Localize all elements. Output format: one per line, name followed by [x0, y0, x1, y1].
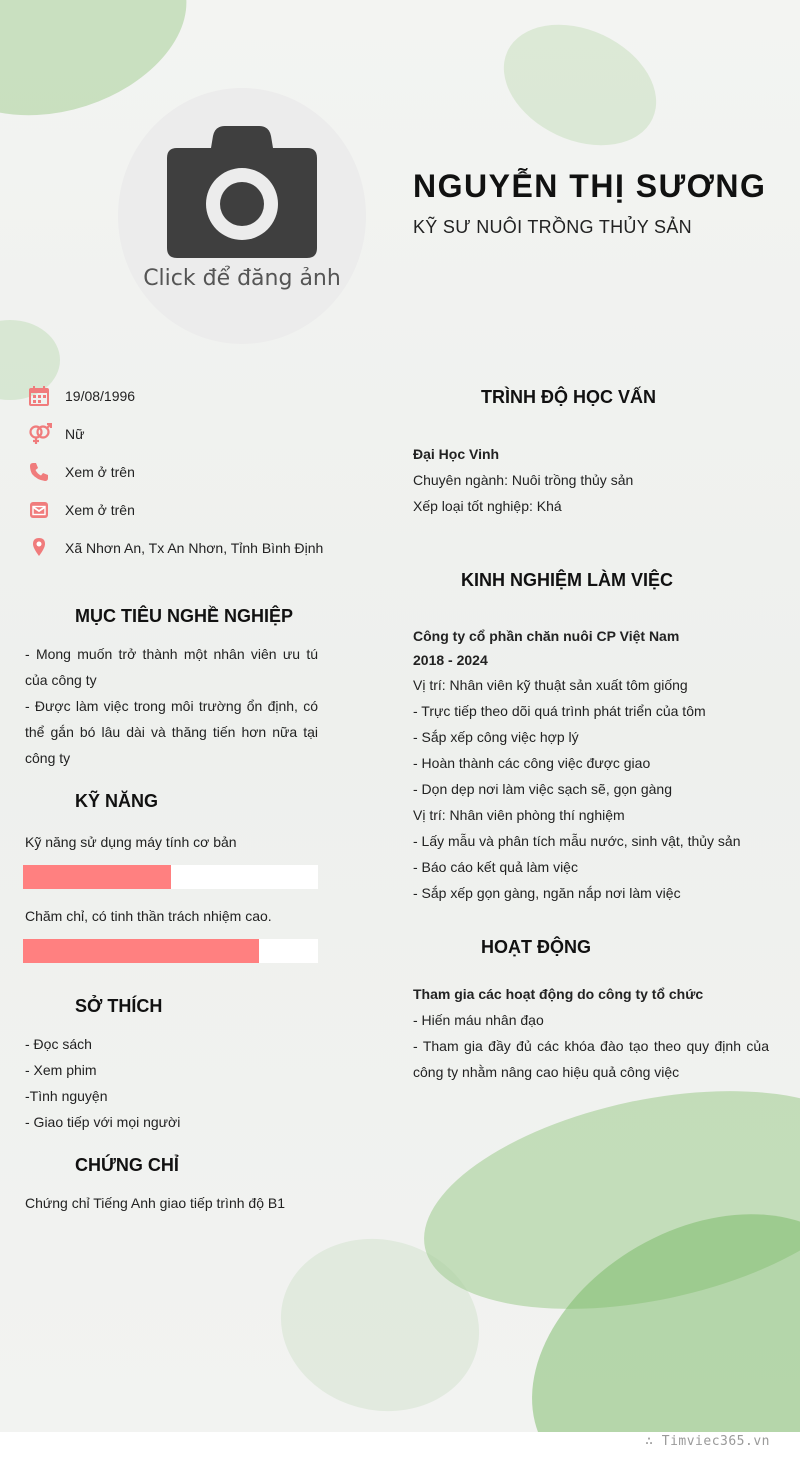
school-name: Đại Học Vinh [413, 446, 500, 462]
hobby-item: - Giao tiếp với mọi người [25, 1114, 181, 1130]
experience-line: - Dọn dẹp nơi làm việc sạch sẽ, gọn gàng [413, 781, 672, 797]
email-row [28, 498, 135, 522]
phone-icon [28, 461, 50, 483]
objective-line: - Được làm việc trong môi trường ổn định, có thể gắn bó lâu dài và thăng tiến hơn nữa tại công ty [25, 698, 318, 766]
phone-row [28, 460, 135, 484]
experience-period: 2018 - 2024 [413, 652, 488, 668]
experience-body [413, 624, 769, 906]
hobby-item: -Tình nguyện [25, 1088, 108, 1104]
education-title: TRÌNH ĐỘ HỌC VẤN [481, 387, 656, 407]
skill-bar-fill [23, 939, 259, 963]
candidate-name: NGUYỄN THỊ SƯƠNG [413, 168, 767, 204]
certificate-item: Chứng chỉ Tiếng Anh giao tiếp trình độ B1 [25, 1195, 285, 1211]
gender-icon [28, 423, 50, 445]
skill-bar [23, 939, 318, 963]
avatar-upload-label: Click để đăng ảnh [143, 266, 341, 291]
footer-brand: ∴ Timviec365.vn [645, 1434, 770, 1449]
experience-line: Vị trí: Nhân viên phòng thí nghiệm [413, 807, 625, 823]
objective-title: MỤC TIÊU NGHỀ NGHIỆP [75, 606, 294, 626]
phone-value: Xem ở trên [65, 464, 135, 480]
hobby-item: - Đọc sách [25, 1036, 92, 1052]
activities-body [413, 981, 769, 1085]
location-icon [28, 537, 50, 559]
experience-title: KINH NGHIỆM LÀM VIỆC [461, 570, 674, 590]
experience-line: Vị trí: Nhân viên kỹ thuật sản xuất tôm giống [413, 677, 688, 693]
candidate-title: KỸ SƯ NUÔI TRỒNG THỦY SẢN [413, 217, 692, 237]
experience-line: - Lấy mẫu và phân tích mẫu nước, sinh vật, thủy sản [413, 833, 741, 849]
company-name: Công ty cổ phần chăn nuôi CP Việt Nam [413, 628, 680, 644]
experience-line: - Trực tiếp theo dõi quá trình phát triển của tôm [413, 703, 706, 719]
skill-bar-fill [23, 865, 171, 889]
gender-row [28, 422, 84, 446]
gender-value: Nữ [65, 426, 85, 442]
birthday-row [28, 384, 135, 408]
education-body [413, 441, 769, 519]
avatar-upload[interactable] [118, 88, 366, 344]
experience-line: - Sắp xếp gọn gàng, ngăn nắp nơi làm việc [413, 885, 681, 901]
birthday-value: 19/08/1996 [65, 388, 136, 404]
hobbies-title: SỞ THÍCH [75, 996, 163, 1016]
leaf-decoration-top [484, 1, 675, 168]
address-value: Xã Nhơn An, Tx An Nhơn, Tỉnh Bình Định [65, 540, 324, 556]
email-value: Xem ở trên [65, 502, 135, 518]
calendar-icon [28, 385, 50, 407]
objective-body [25, 641, 318, 771]
activities-heading: Tham gia các hoạt động do công ty tổ chức [413, 986, 704, 1002]
experience-line: - Sắp xếp công việc hợp lý [413, 729, 579, 745]
activity-line: - Tham gia đầy đủ các khóa đào tạo theo quy định của công ty nhằm nâng cao hiệu quả công việc [413, 1038, 769, 1080]
email-icon [28, 499, 50, 521]
education-major: Chuyên ngành: Nuôi trồng thủy sản [413, 472, 634, 488]
experience-line: - Báo cáo kết quả làm việc [413, 859, 578, 875]
hobby-item: - Xem phim [25, 1062, 97, 1078]
activities-title: HOẠT ĐỘNG [481, 937, 591, 957]
skills-title: KỸ NĂNG [75, 791, 159, 811]
hobbies-list [25, 1031, 180, 1135]
activity-line: - Hiến máu nhân đạo [413, 1012, 544, 1028]
objective-line: - Mong muốn trở thành một nhân viên ưu tú của công ty [25, 646, 318, 688]
education-grade: Xếp loại tốt nghiệp: Khá [413, 498, 562, 514]
address-row [28, 536, 323, 560]
skill-bar [23, 865, 318, 889]
skill-name: Chăm chỉ, có tinh thần trách nhiệm cao. [25, 908, 272, 924]
skill-name: Kỹ năng sử dụng máy tính cơ bản [25, 834, 237, 850]
camera-icon [165, 126, 319, 260]
certificates-title: CHỨNG CHỈ [75, 1155, 179, 1175]
experience-line: - Hoàn thành các công việc được giao [413, 755, 651, 771]
